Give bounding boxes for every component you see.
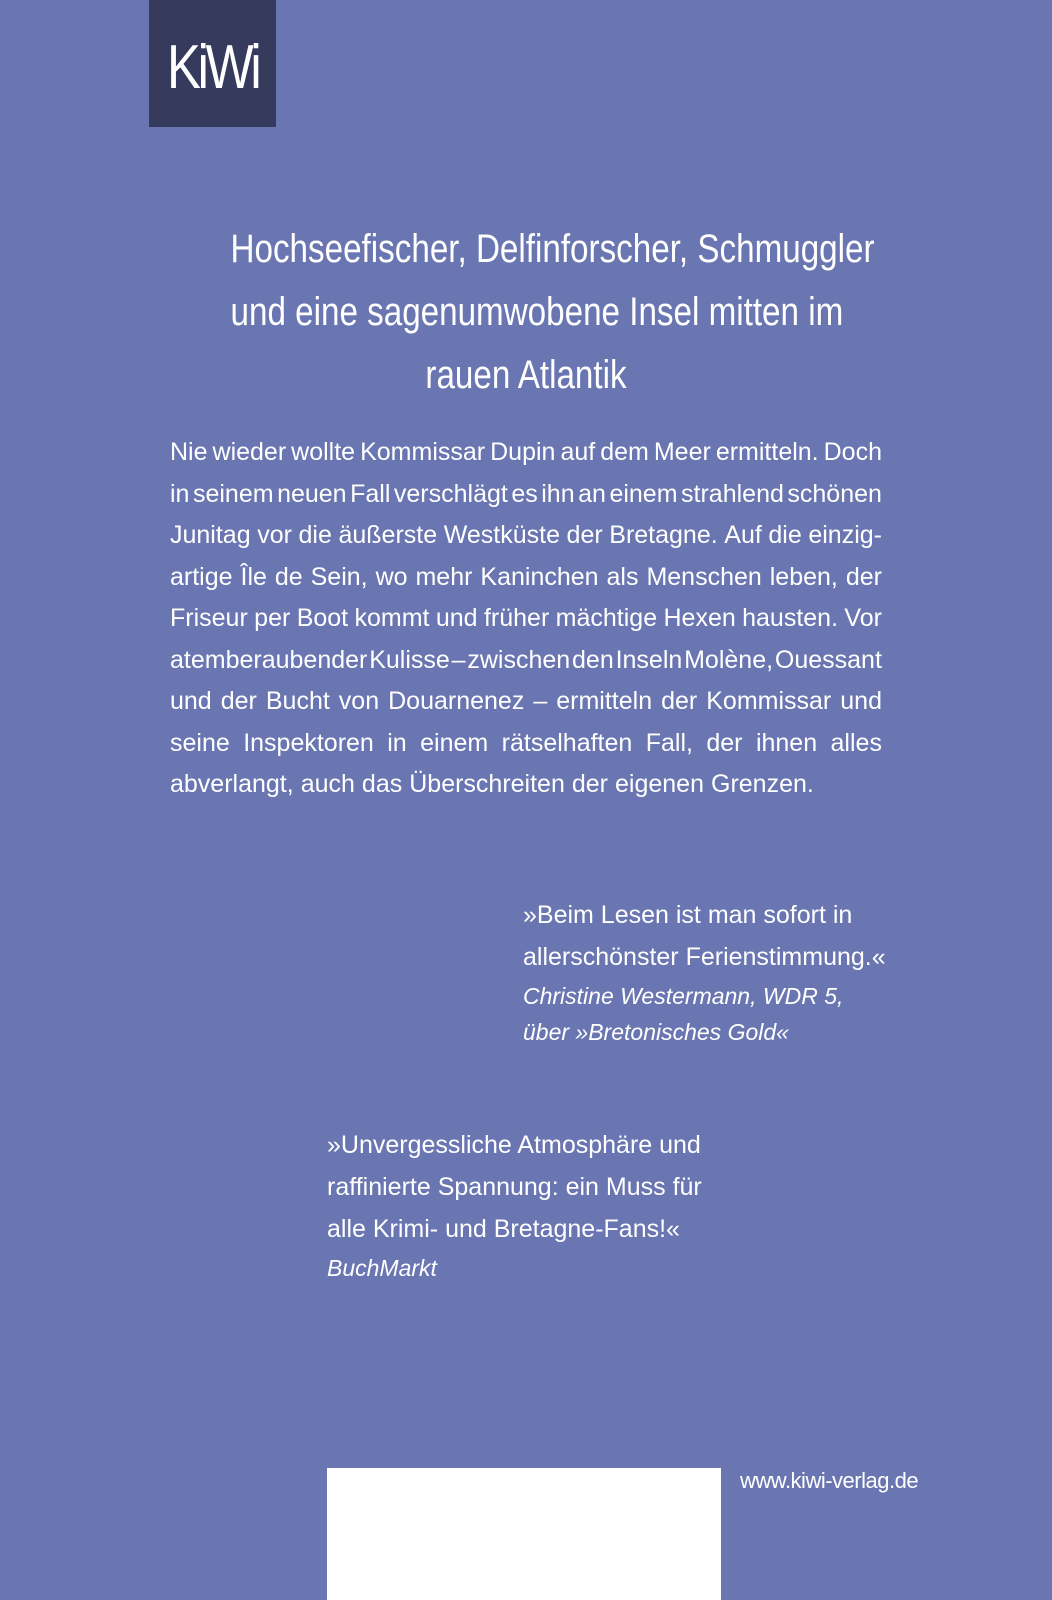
blurb-word: artige — [170, 562, 233, 591]
headline-line: und eine sagenumwobene Insel mitten im — [230, 290, 844, 334]
blurb-word: Grenzen. — [711, 770, 814, 798]
blurb-word: Molène, — [684, 645, 774, 674]
blurb-word: Junitag — [170, 521, 251, 549]
blurb-word: wollte — [291, 438, 356, 466]
quote-line: alle Krimi- und Bretagne-Fans!« — [327, 1215, 680, 1243]
blurb-word: Fall — [350, 479, 391, 508]
blurb-word: Meer — [653, 438, 711, 466]
quote-line: »Unvergessliche Atmosphäre und — [327, 1131, 701, 1159]
blurb-word: Vor — [844, 604, 882, 632]
blurb-word: der — [706, 728, 743, 757]
blurb-word: das — [361, 770, 403, 798]
blurb-word: Westküste — [443, 521, 560, 549]
blurb-word: de — [274, 562, 303, 591]
blurb-word: und — [435, 604, 478, 632]
blurb-word: ermitteln. — [715, 438, 819, 466]
blurb-word: strahlend — [681, 479, 784, 508]
blurb-line — [170, 598, 882, 640]
headline-line: Hochseefischer, Delfinforscher, Schmuggler — [230, 227, 875, 271]
blurb-line — [170, 764, 882, 806]
blurb-word: Sein, — [310, 562, 368, 591]
blurb-word: Kommissar — [360, 438, 486, 466]
blurb-word: leben, — [769, 562, 838, 591]
blurb-word: seine — [170, 728, 230, 757]
blurb-word: kommt — [354, 604, 430, 632]
blurb-word: wieder — [212, 438, 287, 466]
blurb-word: seinem — [192, 479, 274, 508]
blurb-word: Dupin — [490, 438, 556, 466]
blurb-word: die — [768, 521, 802, 549]
blurb-word: als — [606, 562, 639, 591]
blurb-word: Menschen — [646, 562, 762, 591]
headline — [230, 218, 875, 407]
blurb-word: vor — [257, 521, 292, 549]
review-quote-wdr5 — [523, 894, 886, 1050]
blurb-word: Hexen — [663, 604, 736, 632]
barcode-area — [327, 1468, 721, 1600]
blurb-word: in — [170, 479, 190, 508]
blurb-word: zwischen — [467, 645, 571, 674]
blurb-word: Inseln — [615, 645, 683, 674]
quote-line: raffinierte Spannung: ein Muss für — [327, 1173, 702, 1201]
blurb-word: Friseur — [170, 604, 248, 632]
blurb-word: und — [170, 687, 212, 715]
blurb-word: einem — [420, 728, 489, 757]
blurb-word: per — [254, 604, 291, 632]
quote-source: Christine Westermann, WDR 5, — [523, 983, 844, 1009]
blurb-word: Nie — [170, 438, 208, 466]
blurb-word: Überschreiten — [409, 770, 565, 798]
blurb-word: der — [845, 562, 882, 591]
blurb-word: Kaninchen — [480, 562, 599, 591]
blurb-word: wo — [375, 562, 408, 591]
blurb-text — [170, 432, 882, 806]
blurb-word: einzig- — [808, 521, 882, 549]
blurb-word: den — [572, 645, 614, 674]
quote-line: »Beim Lesen ist man sofort in — [523, 901, 853, 929]
headline-line: rauen Atlantik — [425, 353, 627, 397]
blurb-word: abverlangt, — [170, 770, 294, 798]
blurb-word: früher — [483, 604, 550, 632]
blurb-line — [170, 557, 882, 599]
blurb-word: Kulisse — [369, 645, 450, 674]
blurb-word: der — [220, 687, 257, 715]
blurb-word: der — [661, 687, 698, 715]
quote-source: BuchMarkt — [327, 1255, 437, 1281]
blurb-word: Auf — [724, 521, 762, 549]
blurb-word: ihn — [541, 479, 575, 508]
blurb-word: Bretagne. — [609, 521, 718, 549]
review-quote-buchmarkt — [327, 1124, 702, 1286]
blurb-word: Île — [240, 562, 267, 591]
blurb-word: auf — [560, 438, 596, 466]
blurb-line — [170, 515, 882, 557]
quote-line: allerschönster Ferienstimmung.« — [523, 943, 886, 971]
blurb-word: an — [578, 479, 606, 508]
blurb-word: dem — [600, 438, 649, 466]
blurb-word: alles — [830, 728, 882, 757]
publisher-logo-text: KiWi — [166, 32, 259, 102]
blurb-line — [170, 681, 882, 723]
quote-source: über »Bretonisches Gold« — [523, 1019, 789, 1045]
blurb-word: der — [571, 770, 609, 798]
publisher-url: www.kiwi-verlag.de — [740, 1468, 919, 1493]
blurb-word: schönen — [787, 479, 882, 508]
blurb-word: äußerste — [338, 521, 438, 549]
blurb-word: es — [511, 479, 538, 508]
blurb-word: von — [338, 687, 380, 715]
blurb-line — [170, 640, 882, 682]
blurb-word: Kommissar — [706, 687, 832, 715]
blurb-word: die — [298, 521, 332, 549]
blurb-word: Douarnenez — [388, 687, 525, 715]
blurb-word: Fall, — [645, 728, 693, 757]
blurb-word: rätselhaften — [501, 728, 633, 757]
blurb-word: Boot — [296, 604, 349, 632]
blurb-word: ermitteln — [556, 687, 653, 715]
blurb-word: – — [533, 687, 548, 715]
blurb-word: atemberaubender — [170, 645, 368, 674]
blurb-word: ihnen — [755, 728, 818, 757]
blurb-word: eigenen — [615, 770, 704, 798]
blurb-word: in — [387, 728, 407, 757]
blurb-word: hausten. — [742, 604, 839, 632]
blurb-word: mächtige — [555, 604, 658, 632]
blurb-word: – — [451, 645, 466, 674]
blurb-word: verschlägt — [393, 479, 508, 508]
blurb-word: mehr — [415, 562, 473, 591]
blurb-word: einem — [609, 479, 678, 508]
blurb-line — [170, 474, 882, 516]
blurb-line — [170, 432, 882, 474]
blurb-word: auch — [300, 770, 355, 798]
blurb-word: und — [840, 687, 882, 715]
blurb-word: neuen — [277, 479, 347, 508]
blurb-word: Bucht — [265, 687, 330, 715]
blurb-word: Inspektoren — [243, 728, 374, 757]
blurb-word: Ouessant — [774, 645, 882, 674]
blurb-word: der — [566, 521, 603, 549]
blurb-line — [170, 723, 882, 765]
publisher-logo — [149, 0, 276, 127]
blurb-word: Doch — [823, 438, 882, 466]
